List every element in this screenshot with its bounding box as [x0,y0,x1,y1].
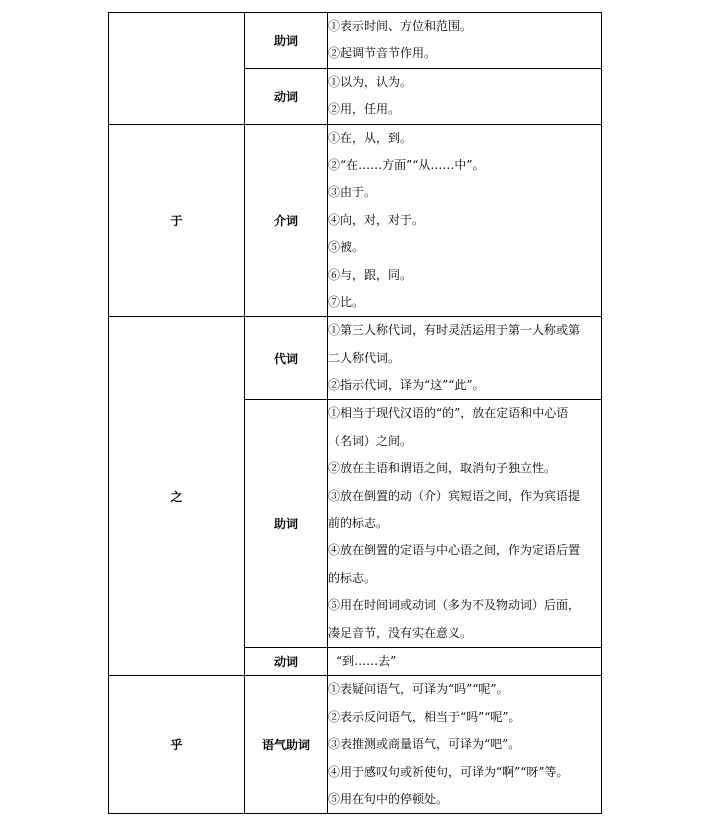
definition-line: （名词）之间。 [328,433,413,448]
definition-line: 前的标志。 [328,516,389,531]
definitions-cell [328,317,602,400]
definition-line: ④向，对，对于。 [328,212,425,227]
pos-cell: 语气助词 [245,676,328,814]
table-row [109,124,602,317]
char-cell: 于 [109,124,245,317]
char-cell: 之 [109,317,245,676]
definitions-cell [328,647,602,675]
definition-line: 二人称代词。 [328,350,401,365]
definition-line: 的标志。 [328,570,377,585]
definitions-cell [328,124,602,317]
definition-line: ②“在……方面”“从……中”。 [328,157,485,172]
definition-line: ①第三人称代词，有时灵活运用于第一人称或第 [328,323,581,338]
pos-cell: 动词 [245,647,328,675]
definitions-cell [328,68,602,124]
definition-line: ②用，任用。 [328,102,401,117]
definition-line: ②起调节音节作用。 [328,46,437,61]
definition-line: ②指示代词，译为“这”“此”。 [328,378,485,393]
definition-line: “到……去” [336,653,397,668]
pos-cell: 代词 [245,317,328,400]
definition-line: 凑足音节，没有实在意义。 [328,625,473,640]
definition-line: ①以为，认为。 [328,74,413,89]
definition-line: ①在，从，到。 [328,130,413,145]
definition-line: ④放在倒置的定语与中心语之间，作为定语后置 [328,543,581,558]
definition-line: ④用于感叹句或祈使句，可译为“啊”“呀”等。 [328,764,569,779]
definitions-cell [328,676,602,814]
definition-line: ③由于。 [328,185,377,200]
definition-line: ②放在主语和谓语之间，取消句子独立性。 [328,461,557,476]
definition-line: ③放在倒置的动（介）宾短语之间，作为宾语提 [328,488,581,503]
definition-line: ⑤用在句中的停顿处。 [328,791,449,806]
definition-line: ①相当于现代汉语的“的”，放在定语和中心语 [328,406,569,421]
char-cell [109,13,245,125]
definitions-cell [328,400,602,648]
pos-cell: 助词 [245,13,328,69]
table-row [109,676,602,814]
grammar-table [108,12,602,814]
table-row [109,13,602,69]
pos-cell: 动词 [245,68,328,124]
table-row [109,317,602,400]
char-cell: 乎 [109,676,245,814]
definition-line: ①表疑问语气，可译为“吗”“呢”。 [328,682,509,697]
definition-line: ⑥与，跟，同。 [328,267,413,282]
definition-line: ②表示反问语气，相当于“吗”“呢”。 [328,709,521,724]
definition-line: ①表示时间、方位和范围。 [328,19,473,33]
definition-line: ③表推测或商量语气，可译为“吧”。 [328,737,521,752]
pos-cell: 助词 [245,400,328,648]
definition-line: ⑦比。 [328,294,365,309]
pos-cell: 介词 [245,124,328,317]
definition-line: ⑤用在时间词或动词（多为不及物动词）后面， [328,598,581,613]
definition-line: ⑤被。 [328,240,365,255]
definitions-cell [328,13,602,69]
